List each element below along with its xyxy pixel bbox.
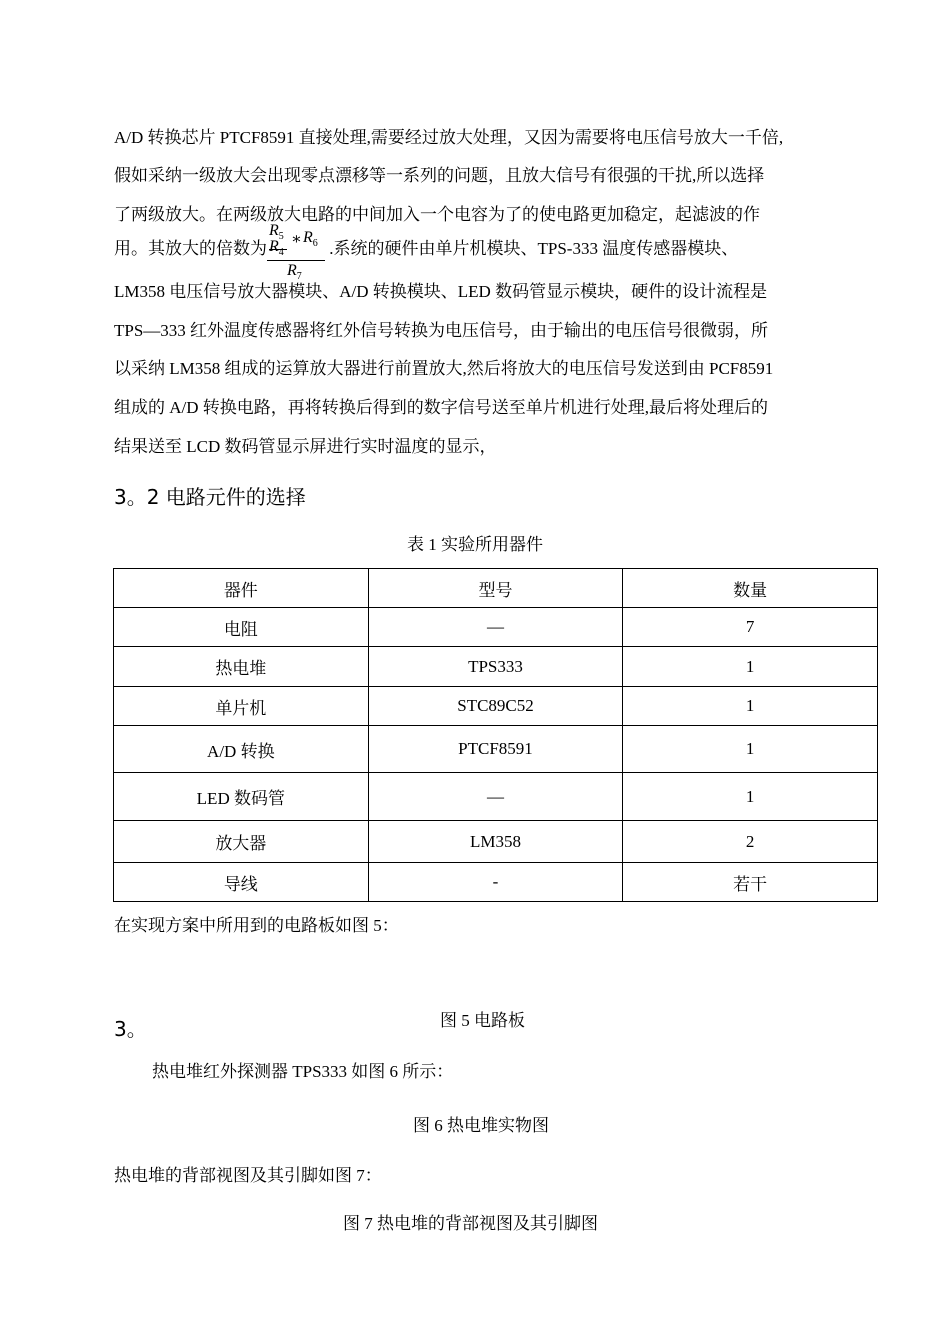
formula-line-suffix: .系统的硬件由单片机模块、TPS-333 温度传感器模块、 xyxy=(325,239,739,258)
paragraph-line: 假如采纳一级放大会出现零点漂移等一系列的问题，且放大信号有很强的干扰,所以选择 xyxy=(114,166,765,185)
table-cell: 1 xyxy=(623,773,878,821)
paragraph-line: A/D 转换芯片 PTCF8591 直接处理,需要经过放大处理，又因为需要将电压信号放大一千倍, xyxy=(114,128,784,147)
table-row xyxy=(114,863,878,902)
table-row xyxy=(114,821,878,863)
table-cell: 7 xyxy=(623,608,878,647)
paragraph-line: 热电堆红外探测器 TPS333 如图 6 所示： xyxy=(152,1062,454,1081)
amplification-formula xyxy=(267,222,325,283)
table-cell: 电阻 xyxy=(114,608,369,647)
table-cell: - xyxy=(368,863,623,902)
formula-line xyxy=(114,222,739,283)
header-cell: 型号 xyxy=(368,569,623,608)
table-header-row xyxy=(114,569,878,608)
paragraph-line: TPS—333 红外温度传感器将红外信号转换为电压信号，由于输出的电压信号很微弱，所 xyxy=(114,321,769,340)
table-row xyxy=(114,687,878,726)
paragraph-line: LM358 电压信号放大器模块、A/D 转换模块、LED 数码管显示模块，硬件的设计流程是 xyxy=(114,282,768,301)
table-cell: A/D 转换 xyxy=(114,726,369,773)
table-cell: STC89C52 xyxy=(368,687,623,726)
table-cell: 放大器 xyxy=(114,821,369,863)
table-row xyxy=(114,647,878,687)
table-cell: 单片机 xyxy=(114,687,369,726)
table-cell: TPS333 xyxy=(368,647,623,687)
table-cell: 若干 xyxy=(623,863,878,902)
paragraph-line: 以采纳 LM358 组成的运算放大器进行前置放大,然后将放大的电压信号发送到由 PCF8591 xyxy=(114,359,774,378)
formula-star: ∗ xyxy=(291,231,302,248)
figure-caption: 图 6 热电堆实物图 xyxy=(413,1116,549,1135)
formula-line-prefix: 用。其放大的倍数为 xyxy=(114,239,267,258)
parts-table xyxy=(113,568,878,902)
header-cell: 数量 xyxy=(623,569,878,608)
figure-caption: 图 5 电路板 xyxy=(440,1011,525,1030)
figure-caption: 图 7 热电堆的背部视图及其引脚图 xyxy=(343,1214,598,1233)
paragraph-line: 结果送至 LCD 数码管显示屏进行实时温度的显示， xyxy=(114,437,497,456)
table-cell: — xyxy=(368,773,623,821)
paragraph-line: 组成的 A/D 转换电路，再将转换后得到的数字信号送至单片机进行处理,最后将处理后的 xyxy=(114,398,769,417)
table-cell: 1 xyxy=(623,726,878,773)
table-cell: 导线 xyxy=(114,863,369,902)
formula-r4: $R_4$ xyxy=(269,238,284,259)
table-cell: PTCF8591 xyxy=(368,726,623,773)
table-row xyxy=(114,608,878,647)
table-cell: 2 xyxy=(623,821,878,863)
paragraph-line: 了两级放大。在两级放大电路的中间加入一个电容为了的使电路更加稳定，起滤波的作 xyxy=(114,205,760,224)
paragraph-line: 在实现方案中所用到的电路板如图 5： xyxy=(114,916,399,935)
table-cell: LM358 xyxy=(368,821,623,863)
formula-r6: $R_6$ xyxy=(303,229,318,250)
section-heading: 3。2 电路元件的选择 xyxy=(114,485,306,509)
paragraph-line: 热电堆的背部视图及其引脚如图 7： xyxy=(114,1166,382,1185)
formula-r5: $R_5$ xyxy=(269,222,284,243)
table-cell: 热电堆 xyxy=(114,647,369,687)
table-cell: 1 xyxy=(623,647,878,687)
formula-r7: $R_7$ xyxy=(287,262,302,283)
table-caption: 表 1 实验所用器件 xyxy=(407,535,543,554)
table-cell: 1 xyxy=(623,687,878,726)
stray-heading: 3。 xyxy=(114,1017,147,1041)
table-row xyxy=(114,726,878,773)
table-row xyxy=(114,773,878,821)
header-cell: 器件 xyxy=(114,569,369,608)
table-cell: — xyxy=(368,608,623,647)
table-cell: LED 数码管 xyxy=(114,773,369,821)
